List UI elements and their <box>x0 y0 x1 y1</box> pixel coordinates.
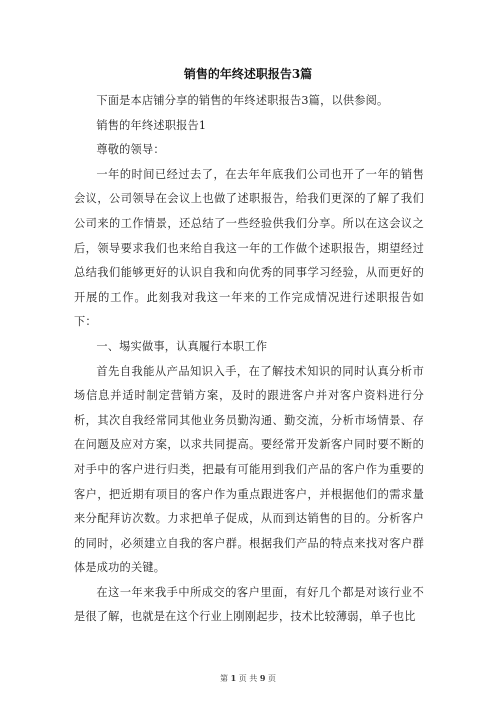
body-paragraph: 首先自我能从产品知识入手，在了解技术知识的同时认真分析市场信息并适时制定营销方案，及时的跟进客户并对客户资料进行分析，其次自我经常同其他业务员勤沟通、勤交流，分析市场情景、存在问题及应对方案，以求共同提高。要经常开发新客户同时要不断的对手中的客户进行归类，把最有可能用到我们产品的客户作为重要的客户，把近期有项目的客户作为重点跟进客户，并根据他们的需求量来分配拜访次数。力求把单子促成，从而到达销售的目的。分析客户的同时，必须建立自我的客户群。根据我们产品的特点来找对客户群体是成功的关键。 <box>74 364 424 575</box>
section-heading: 销售的年终述职报告1 <box>96 118 207 132</box>
body-paragraph: 一年的时间已经过去了，在去年年底我们公司也开了一年的销售会议，公司领导在会议上也做了述职报告，给我们更深的了解了我们公司来的工作情景，还总结了一些经验供我们分享。所以在这会议之后，领导要求我们也来给自我这一年的工作做个述职报告，期望经过总结我们能够更好的认识自我和向优秀的同事学习经验，从而更好的开展的工作。此刻我对我这一年来的工作完成情况进行述职报告如下： <box>74 167 424 329</box>
salutation: 尊敬的领导： <box>96 143 165 157</box>
intro-paragraph: 下面是本店铺分享的销售的年终述职报告3篇，以供参阅。 <box>96 94 389 107</box>
current-page-number: 1 <box>230 673 237 683</box>
footer-suffix: 页 <box>267 674 276 683</box>
page-footer <box>0 672 496 685</box>
total-page-count: 9 <box>259 673 266 683</box>
body-paragraph: 在这一年来我手中所成交的客户里面，有好几个都是对该行业不是很了解，也就是在这个行业上刚刚起步，技术比较薄弱，单子也比 <box>74 585 424 624</box>
footer-prefix: 第 <box>220 674 229 683</box>
document-title: 销售的年终述职报告3篇 <box>183 67 313 81</box>
subsection-heading: 一、埸实做事，认真履行本职工作 <box>96 339 268 353</box>
footer-middle: 页 共 <box>238 674 258 683</box>
document-body <box>74 89 424 630</box>
